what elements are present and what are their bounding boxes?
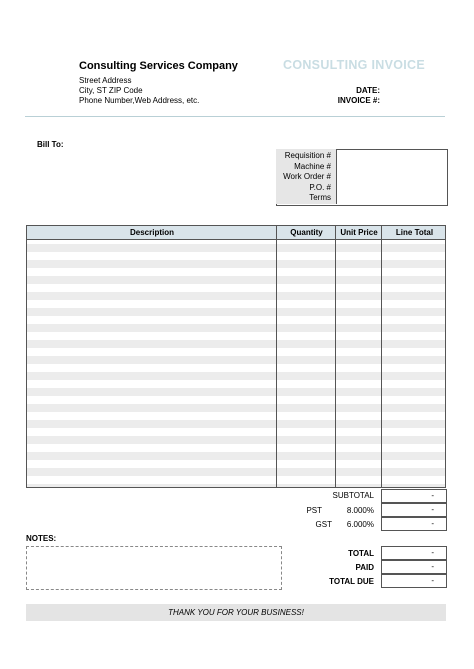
- pst-label: PST: [306, 506, 322, 515]
- total-due-value: -: [381, 574, 447, 588]
- column-divider: [335, 226, 336, 487]
- table-row: [27, 292, 445, 300]
- date-label: DATE:: [356, 86, 380, 95]
- gst-rate: 6.000%: [346, 520, 374, 529]
- total-label: TOTAL: [348, 549, 374, 558]
- subtotal-label: SUBTOTAL: [332, 491, 374, 500]
- company-name: Consulting Services Company: [79, 60, 238, 72]
- table-row: [27, 372, 445, 380]
- subtotal-value: -: [381, 489, 447, 503]
- paid-label: PAID: [355, 563, 374, 572]
- table-row: [27, 484, 445, 488]
- invoice-title: CONSULTING INVOICE: [283, 58, 425, 72]
- total-due-label: TOTAL DUE: [329, 577, 374, 586]
- notes-label: NOTES:: [26, 534, 57, 543]
- table-row: [27, 308, 445, 316]
- table-row: [27, 244, 445, 252]
- table-row: [27, 276, 445, 284]
- header-divider: [25, 116, 445, 117]
- table-row: [27, 404, 445, 412]
- table-row: [27, 436, 445, 444]
- paid-value: -: [381, 560, 447, 574]
- terms-label: Terms: [309, 193, 331, 202]
- gst-label: GST: [315, 520, 332, 529]
- address-line-3: Phone Number,Web Address, etc.: [79, 96, 200, 105]
- address-line-1: Street Address: [79, 76, 132, 85]
- table-row: [27, 452, 445, 460]
- table-row: [27, 388, 445, 396]
- invoice-number-label: INVOICE #:: [337, 96, 380, 105]
- total-value: -: [381, 546, 447, 560]
- machine-label: Machine #: [294, 161, 331, 171]
- gst-value: -: [381, 517, 447, 531]
- po-label: P.O. #: [309, 182, 331, 192]
- line-items-table: [26, 225, 446, 488]
- column-divider: [276, 226, 277, 487]
- col-line-total: Line Total: [395, 228, 434, 237]
- table-row: [27, 340, 445, 348]
- notes-field[interactable]: [26, 546, 282, 590]
- col-quantity: Quantity: [290, 228, 323, 237]
- thank-you-banner: THANK YOU FOR YOUR BUSINESS!: [26, 604, 446, 621]
- column-divider: [381, 226, 382, 487]
- table-row: [27, 420, 445, 428]
- pst-rate: 8.000%: [346, 506, 374, 515]
- order-info-labels: [276, 149, 337, 204]
- pst-value: -: [381, 503, 447, 517]
- address-line-2: City, ST ZIP Code: [79, 86, 143, 95]
- table-row: [27, 356, 445, 364]
- col-unit-price: Unit Price: [340, 228, 378, 237]
- table-header: [27, 226, 445, 240]
- table-row: [27, 324, 445, 332]
- bill-to-label: Bill To:: [37, 140, 64, 149]
- table-row: [27, 260, 445, 268]
- requisition-label: Requisition #: [284, 151, 331, 160]
- work-order-label: Work Order #: [283, 172, 331, 181]
- col-description: Description: [129, 228, 174, 237]
- table-row: [27, 468, 445, 476]
